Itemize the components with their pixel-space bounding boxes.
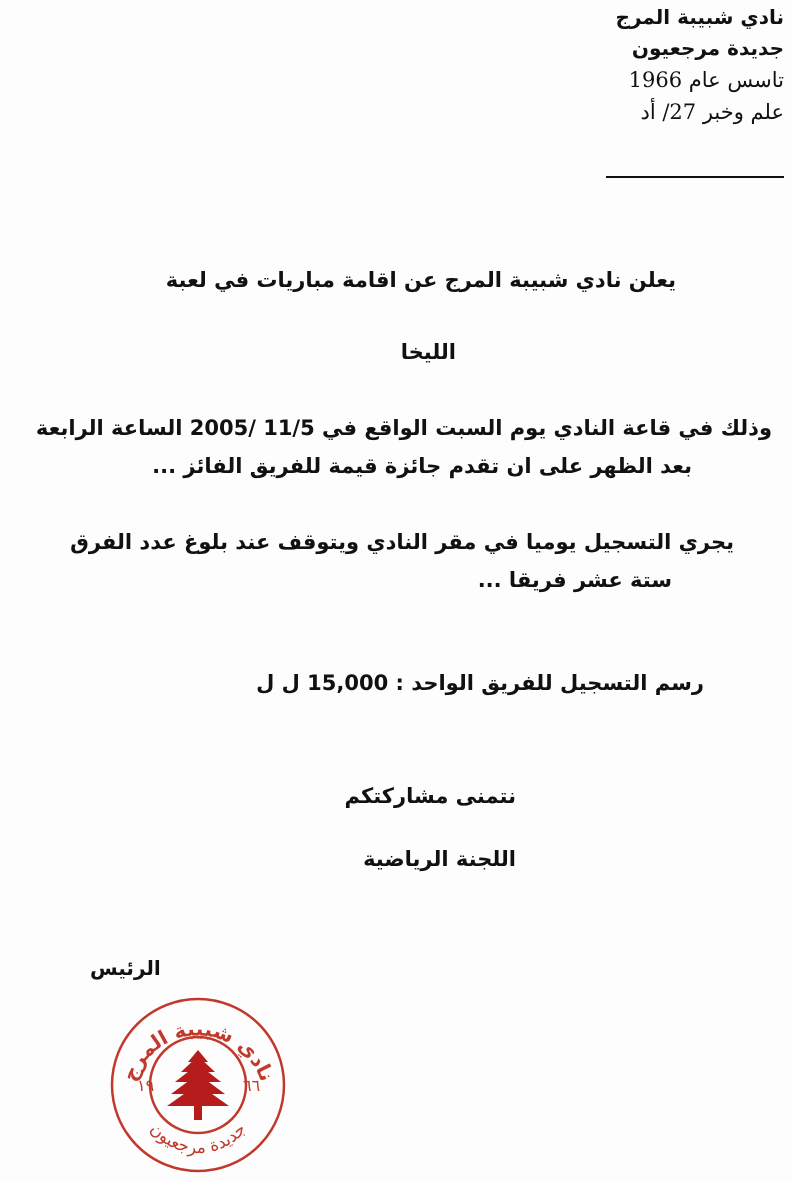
announcement-line: يعلن نادي شبيبة المرج عن اقامة مباريات في لعبة	[165, 268, 676, 292]
letterhead	[464, 2, 784, 128]
stamp-year-right: ٦٦	[243, 1076, 261, 1095]
cedar-tree-icon	[167, 1050, 229, 1120]
founded-year: تاسس عام 1966	[628, 68, 784, 92]
stamp-text-bottom: جديدة مرجعيون	[145, 1119, 251, 1159]
event-details	[36, 409, 772, 485]
club-town: جديدة مرجعيون	[631, 36, 784, 60]
club-name: نادي شبيبة المرج	[615, 5, 784, 29]
license-reference: علم وخبر 27/ أد	[640, 100, 784, 124]
registration-line-1: يجري التسجيل يوميا في مقر النادي ويتوقف عند بلوغ عدد الفرق	[70, 530, 734, 554]
registration-details	[70, 523, 734, 599]
game-name: الليخا	[400, 340, 456, 364]
stamp-year-left: ١٩	[137, 1076, 155, 1095]
closing-wish: نتمنى مشاركتكم	[344, 784, 516, 808]
club-stamp	[103, 990, 293, 1180]
event-details-line-2: بعد الظهر على ان تقدم جائزة قيمة للفريق الفائز ...	[152, 454, 692, 478]
stamp-text-top: نادي شبيبة المرج	[116, 1016, 280, 1085]
registration-line-2: ستة عشر فريقا ...	[477, 568, 672, 592]
registration-fee: رسم التسجيل للفريق الواحد : 15,000 ل ل	[256, 671, 704, 695]
committee-name: اللجنة الرياضية	[363, 847, 516, 871]
president-title: الرئيس	[90, 956, 161, 980]
event-details-line-1: وذلك في قاعة النادي يوم السبت الواقع في 11/5 /2005 الساعة الرابعة	[35, 416, 772, 440]
header-divider	[606, 176, 784, 178]
